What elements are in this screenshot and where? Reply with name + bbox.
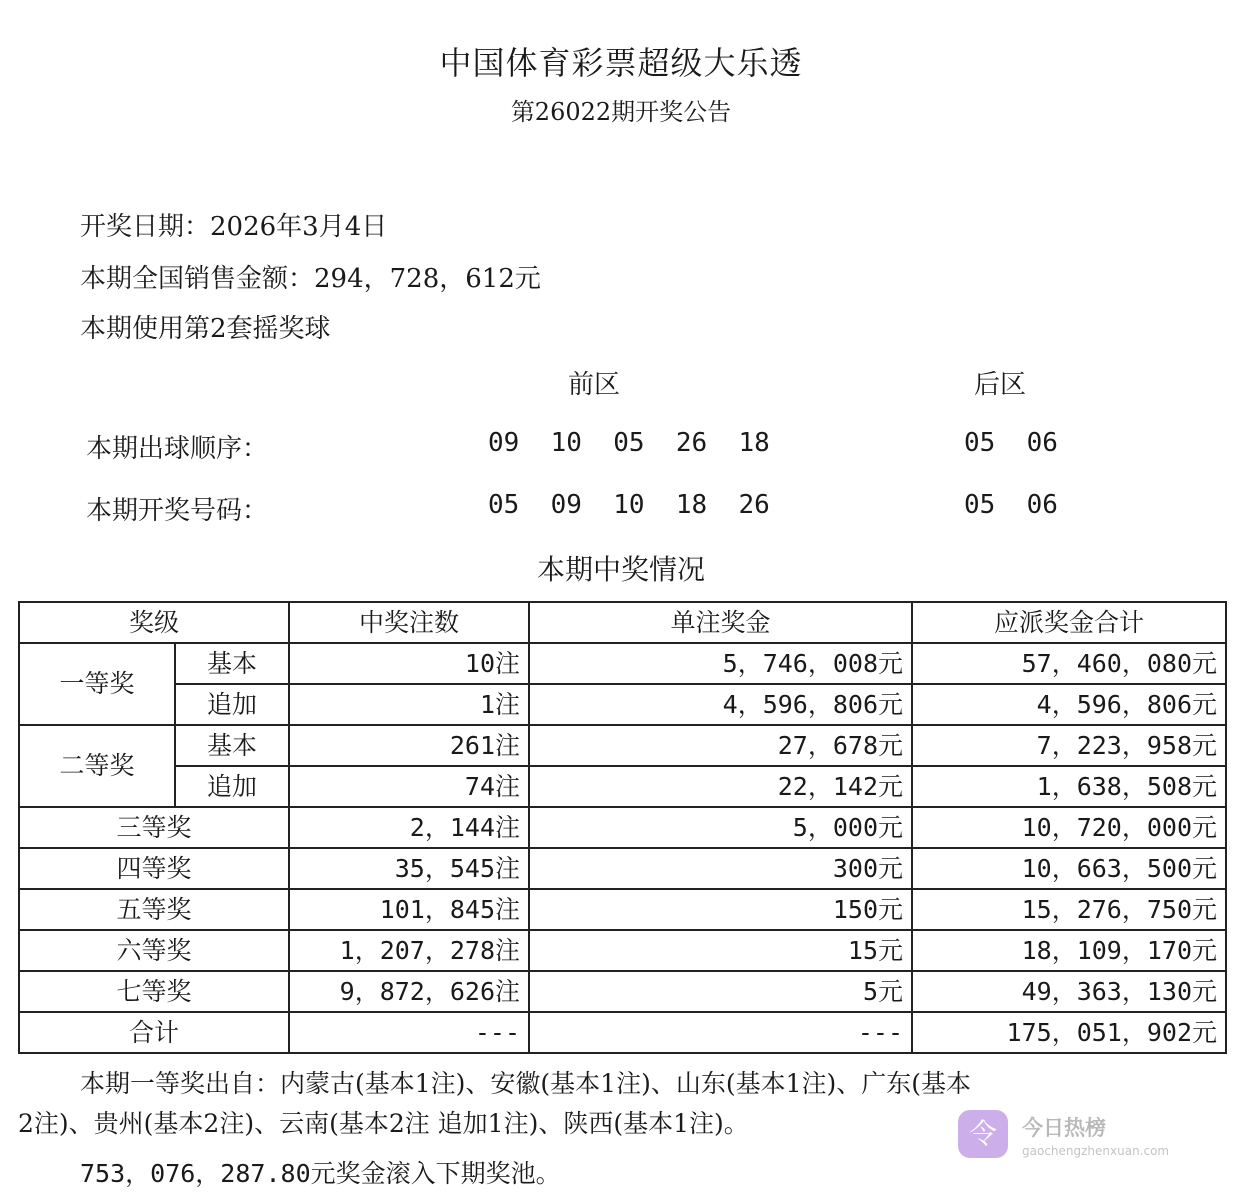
header-unit-prize: 单注奖金 [529, 602, 912, 643]
unit-prize: 5元 [529, 971, 912, 1012]
winning-numbers-back: 05 06 [964, 490, 1058, 520]
total-prize: 15，276，750元 [912, 889, 1226, 930]
total-prize: 4，596，806元 [912, 684, 1226, 725]
winning-numbers-front: 05 09 10 18 26 [488, 490, 770, 520]
watermark-logo-icon: 令 [958, 1110, 1008, 1158]
win-count: 35，545注 [289, 848, 529, 889]
back-zone-label: 后区 [974, 370, 1027, 400]
draw-date: 开奖日期：2026年3月4日 [80, 212, 388, 242]
total-prize: 57，460，080元 [912, 643, 1226, 684]
sum-label: 合计 [19, 1012, 289, 1053]
draw-order-front: 09 10 05 26 18 [488, 428, 770, 458]
table-row [19, 684, 1226, 725]
page-subtitle: 第26022期开奖公告 [510, 98, 732, 126]
win-count: 1，207，278注 [289, 930, 529, 971]
unit-prize: 5，000元 [529, 807, 912, 848]
watermark [958, 1110, 1218, 1164]
total-prize: 49，363，130元 [912, 971, 1226, 1012]
prize-level: 二等奖 [19, 725, 175, 807]
table-row [19, 725, 1226, 766]
unit-prize: 5，746，008元 [529, 643, 912, 684]
header-total-prize: 应派奖金合计 [912, 602, 1226, 643]
win-count: 74注 [289, 766, 529, 807]
total-prize: 10，663，500元 [912, 848, 1226, 889]
prize-sublevel: 基本 [175, 725, 289, 766]
unit-prize: 15元 [529, 930, 912, 971]
draw-order-back: 05 06 [964, 428, 1058, 458]
table-row [19, 766, 1226, 807]
prize-level: 五等奖 [19, 889, 289, 930]
table-header-row [19, 602, 1226, 643]
win-count: 10注 [289, 643, 529, 684]
prize-level: 四等奖 [19, 848, 289, 889]
table-row [19, 971, 1226, 1012]
sales-amount: 本期全国销售金额：294，728，612元 [80, 264, 541, 294]
unit-prize: 300元 [529, 848, 912, 889]
unit-prize: 27，678元 [529, 725, 912, 766]
prize-level: 三等奖 [19, 807, 289, 848]
table-row [19, 848, 1226, 889]
unit-prize: 4，596，806元 [529, 684, 912, 725]
watermark-url: gaochengzhenxuan.com [1022, 1144, 1170, 1158]
first-prize-origin-line1: 本期一等奖出自：内蒙古(基本1注)、安徽(基本1注)、山东(基本1注)、广东(基本 [80, 1069, 971, 1098]
total-prize: 10，720，000元 [912, 807, 1226, 848]
header-level: 奖级 [19, 602, 289, 643]
draw-order-label: 本期出球顺序： [86, 434, 269, 464]
sum-count: --- [289, 1012, 529, 1053]
win-count: 9，872，626注 [289, 971, 529, 1012]
unit-prize: 150元 [529, 889, 912, 930]
prize-table [18, 601, 1227, 1054]
prize-level: 七等奖 [19, 971, 289, 1012]
total-prize: 1，638，508元 [912, 766, 1226, 807]
total-prize: 7，223，958元 [912, 725, 1226, 766]
prize-section-title: 本期中奖情况 [536, 553, 705, 586]
table-row [19, 643, 1226, 684]
first-prize-origin-line2: 2注)、贵州(基本2注)、云南(基本2注 追加1注)、陕西(基本1注)。 [18, 1109, 749, 1138]
sum-total: 175，051，902元 [912, 1012, 1226, 1053]
prize-sublevel: 追加 [175, 766, 289, 807]
jackpot-rollover: 753，076，287.80元奖金滚入下期奖池。 [80, 1159, 561, 1188]
win-count: 2，144注 [289, 807, 529, 848]
watermark-name: 今日热榜 [1022, 1116, 1106, 1140]
page-title: 中国体育彩票超级大乐透 [439, 44, 803, 82]
prize-sublevel: 基本 [175, 643, 289, 684]
table-row [19, 930, 1226, 971]
header-count: 中奖注数 [289, 602, 529, 643]
win-count: 101，845注 [289, 889, 529, 930]
prize-level: 一等奖 [19, 643, 175, 725]
win-count: 261注 [289, 725, 529, 766]
win-count: 1注 [289, 684, 529, 725]
prize-sublevel: 追加 [175, 684, 289, 725]
unit-prize: 22，142元 [529, 766, 912, 807]
total-prize: 18，109，170元 [912, 930, 1226, 971]
table-sum-row [19, 1012, 1226, 1053]
front-zone-label: 前区 [568, 370, 621, 400]
ball-set: 本期使用第2套摇奖球 [80, 314, 331, 344]
table-row [19, 889, 1226, 930]
sum-unit: --- [529, 1012, 912, 1053]
table-row [19, 807, 1226, 848]
prize-level: 六等奖 [19, 930, 289, 971]
winning-numbers-label: 本期开奖号码： [86, 496, 269, 526]
